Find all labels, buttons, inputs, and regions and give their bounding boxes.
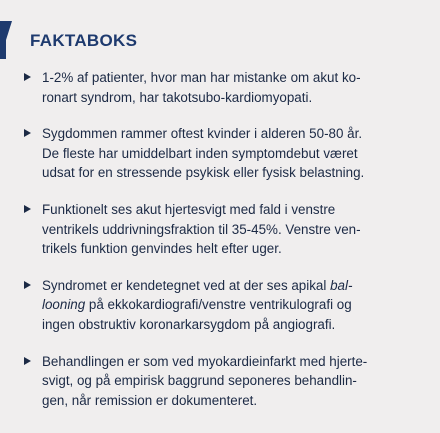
item-3-line-2: ventrikels uddrivningsfraktion til 35-45%. Venstre ven- [42,221,361,237]
item-2-line-1: Sygdommen rammer oftest kvinder i alderen 50-80 år. [42,126,363,142]
item-5-line-3: gen, når remission er dokumenteret. [42,392,258,408]
item-5-line-2: svigt, og på empirisk baggrund seponeres behandlin- [42,373,357,389]
bullet-icon [24,129,31,137]
list-item [22,124,422,183]
bullet-icon [24,205,31,213]
item-4-line-2-italic: looning [42,297,86,313]
item-4-line-3: ingen obstruktiv koronarkarsygdom på angiografi. [42,316,336,332]
item-4-line-1-italic: bal- [330,277,353,293]
bullet-icon [24,357,31,365]
item-4-line-2-text: på ekkokardiografi/venstre ventrikulografi og [85,297,352,313]
list-item [22,68,422,107]
item-2-line-3: udsat for en stressende psykisk eller fysisk belastning. [42,165,365,181]
list-item [22,352,422,411]
item-4-line-1-text: Syndromet er kendetegnet ved at der ses apikal [42,277,331,293]
item-2-line-2: De fleste har umiddelbart inden symptomdebut været [42,145,358,161]
list-item [22,200,422,259]
item-1-line-1: 1-2% af patienter, hvor man har mistanke om akut ko- [42,70,361,85]
item-3-line-1: Funktionelt ses akut hjertesvigt med fald i venstre [42,201,336,217]
bullet-icon [24,73,31,81]
header-flag-icon [0,21,12,59]
item-3-line-3: trikels funktion genvindes helt efter uger. [42,241,282,257]
list-item [22,276,422,335]
fact-list [22,68,422,427]
item-1-line-2: ronart syndrom, har takotsubo-kardiomyopati. [42,89,313,105]
fact-box-title: FAKTABOKS [30,31,138,50]
item-5-line-1: Behandlingen er som ved myokardieinfarkt med hjerte- [42,353,368,369]
bullet-icon [24,281,31,289]
